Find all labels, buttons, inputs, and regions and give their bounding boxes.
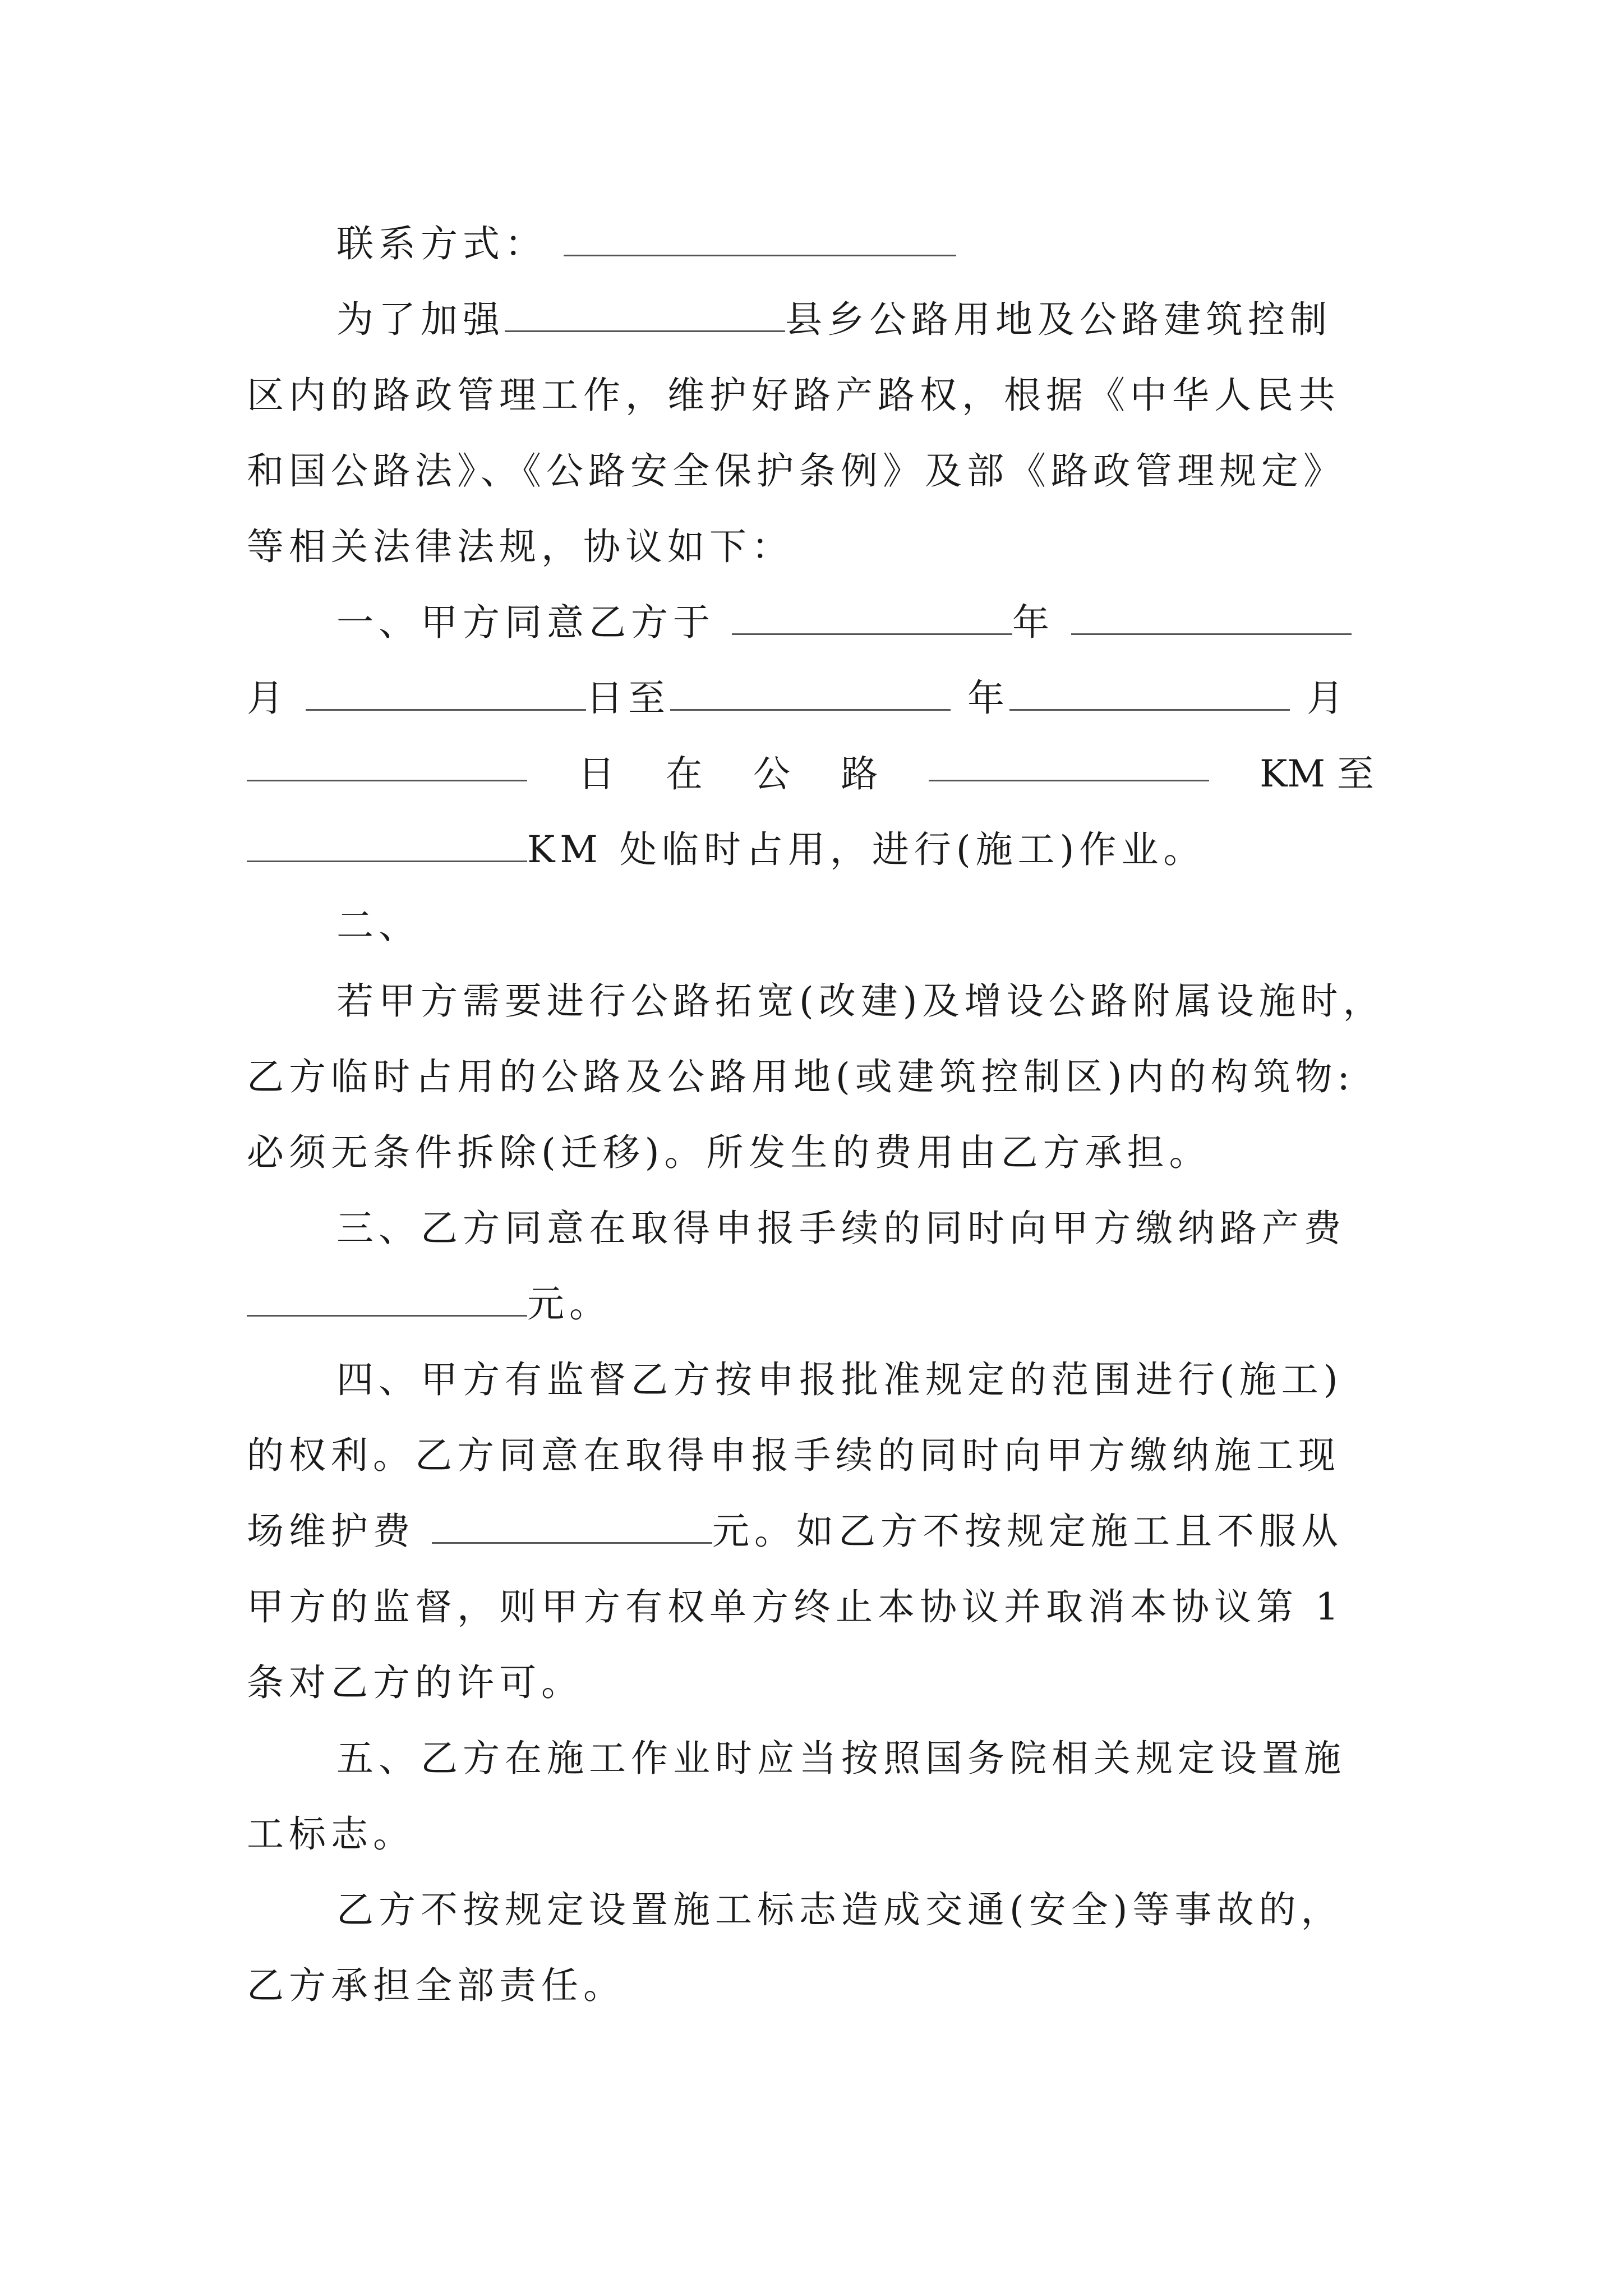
start-month-blank[interactable]: [1071, 602, 1352, 635]
end-day-blank[interactable]: [247, 749, 527, 781]
contact-line: [336, 219, 956, 269]
maintenance-fee-blank[interactable]: [432, 1511, 712, 1544]
end-year-blank[interactable]: [670, 678, 951, 711]
clause1-text: KM 处临时占用，进行(施工)作业。: [527, 828, 1206, 871]
km-end-blank[interactable]: [247, 830, 527, 862]
clause1-text: 路: [841, 752, 878, 795]
clause5-para2-line-1: 乙方不按规定设置施工标志造成交通(安全)等事故的，: [336, 1888, 1343, 1931]
clause4-line-1: 四、甲方有监督乙方按申报批准规定的范围进行(施工): [336, 1358, 1343, 1401]
intro-line-3: 和国公路法》、《公路安全保护条例》及部《路政管理规定》: [247, 449, 1345, 493]
start-year-blank[interactable]: [732, 602, 1012, 635]
month-label: 月: [247, 677, 289, 720]
clause2-line-3: 必须无条件拆除(迁移)。所发生的费用由乙方承担。: [247, 1131, 1211, 1174]
clause2-number: 二、: [336, 904, 421, 947]
clause3-line-2: [247, 1279, 611, 1329]
clause4-line-2: 的权利。乙方同意在取得申报手续的同时向甲方缴纳施工现: [247, 1434, 1340, 1477]
year-label: 年: [967, 677, 1009, 720]
clause1-line-1: [336, 597, 1352, 648]
month-label: 月: [1306, 677, 1349, 720]
clause4-line-4: 甲方的监督，则甲方有权单方终止本协议并取消本协议第 1: [247, 1585, 1344, 1628]
clause4-line-5: 条对乙方的许可。: [247, 1661, 583, 1704]
contact-blank[interactable]: [564, 224, 956, 256]
county-blank[interactable]: [505, 300, 785, 332]
clause4-text: 元。如乙方不按规定施工且不服从: [712, 1510, 1343, 1553]
clause5-para2-line-2: 乙方承担全部责任。: [247, 1964, 625, 2007]
intro-line-1: [336, 295, 1332, 345]
clause2-line-2: 乙方临时占用的公路及公路用地(或建筑控制区)内的构筑物:: [247, 1055, 1355, 1098]
clause1-text: 在: [665, 752, 703, 795]
clause3-line-1: 三、乙方同意在取得申报手续的同时向甲方缴纳路产费: [336, 1207, 1346, 1250]
intro-text: 为了加强: [336, 298, 505, 341]
clause1-line-2: [247, 673, 1349, 724]
clause4-line-3: [247, 1506, 1343, 1557]
clause2-line-1: 若甲方需要进行公路拓宽(改建)及增设公路附属设施时，: [336, 979, 1385, 1023]
yuan-label: 元。: [527, 1282, 611, 1326]
clause1-text: 一、甲方同意乙方于: [336, 601, 715, 644]
intro-line-4: 等相关法律法规，协议如下：: [247, 525, 794, 568]
clause1-text: 公: [753, 752, 791, 795]
intro-line-2: 区内的路政管理工作，维护好路产路权，根据《中华人民共: [247, 374, 1340, 417]
km-start-blank[interactable]: [929, 749, 1209, 781]
contact-label: 联系方式：: [336, 222, 547, 265]
end-month-blank[interactable]: [1009, 678, 1290, 711]
clause4-text: 场维护费: [247, 1510, 415, 1553]
year-label: 年: [1012, 601, 1054, 644]
clause5-line-2: 工标志。: [247, 1812, 415, 1856]
intro-text: 县乡公路用地及公路建筑控制: [785, 298, 1332, 341]
km-to-label: KM 至: [1260, 752, 1374, 795]
clause5-line-1: 五、乙方在施工作业时应当按照国务院相关规定设置施: [336, 1737, 1346, 1780]
clause1-line-4: [247, 825, 1205, 875]
start-day-blank[interactable]: [306, 678, 586, 711]
day-to-label: 日至: [585, 677, 670, 720]
day-label: 日: [578, 752, 615, 795]
road-fee-blank[interactable]: [247, 1284, 527, 1317]
clause1-line-3: [247, 749, 1374, 799]
